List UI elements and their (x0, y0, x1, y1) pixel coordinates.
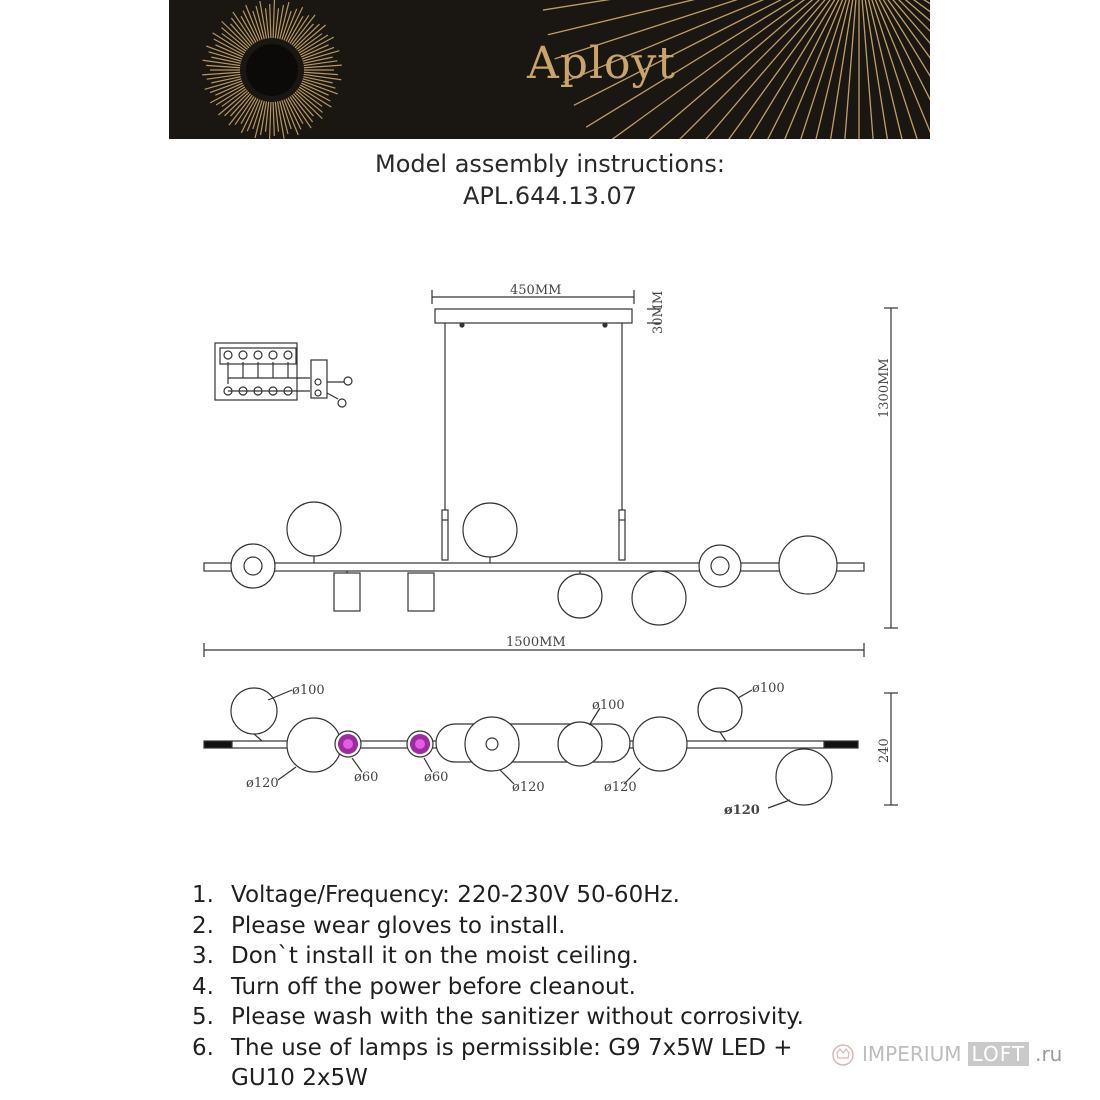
shade-diameter-label: ø100 (292, 683, 325, 698)
shade-diameter-label: ø100 (592, 698, 625, 713)
shade-diameter-label: ø120 (512, 780, 545, 795)
ceiling-canopy (435, 309, 632, 323)
list-item: 1. Voltage/Frequency: 220-230V 50-60Hz. (192, 882, 680, 908)
list-item-continuation: GU10 2x5W (231, 1065, 368, 1091)
brand-logo: Aployt (527, 38, 677, 89)
watermark-domain: .ru (1035, 1042, 1063, 1066)
shade-diameter-label: ø120 (604, 780, 637, 795)
list-item: 6. The use of lamps is permissible: G9 7x5W LED + (192, 1034, 793, 1061)
spot-diameter-label: ø60 (354, 770, 379, 785)
instructions-list (192, 880, 804, 1094)
shade-diameter-label: ø120 (246, 776, 279, 791)
list-item: 4. Turn off the power before cleanout. (192, 973, 636, 1000)
lamp-bar-front (204, 563, 864, 571)
depth-label: 240 (877, 738, 892, 763)
canopy-height-label: 30MM (651, 290, 666, 334)
model-number: APL.644.13.07 (462, 182, 638, 210)
total-height-label: 1300MM (877, 358, 892, 418)
watermark-loft: LOFT (968, 1042, 1030, 1066)
total-length-label: 1500MM (506, 635, 566, 650)
shade-diameter-label: ø100 (752, 681, 785, 696)
canopy-width-label: 450MM (510, 283, 562, 298)
crown-icon (830, 1041, 856, 1067)
watermark (830, 1040, 1062, 1068)
shade-diameter-label: ø120 (724, 803, 760, 818)
list-item: 3. Don`t install it on the moist ceiling. (192, 943, 639, 969)
watermark-name: IMPERIUM (862, 1042, 962, 1066)
document-title: Model assembly instructions: (375, 150, 725, 178)
list-item: 2. Please wear gloves to install. (192, 912, 566, 939)
wiring-diagram (215, 343, 352, 407)
list-item: 5. Please wash with the sanitizer without corrosivity. (192, 1004, 804, 1030)
spot-diameter-label: ø60 (424, 770, 449, 785)
top-view (204, 688, 898, 808)
